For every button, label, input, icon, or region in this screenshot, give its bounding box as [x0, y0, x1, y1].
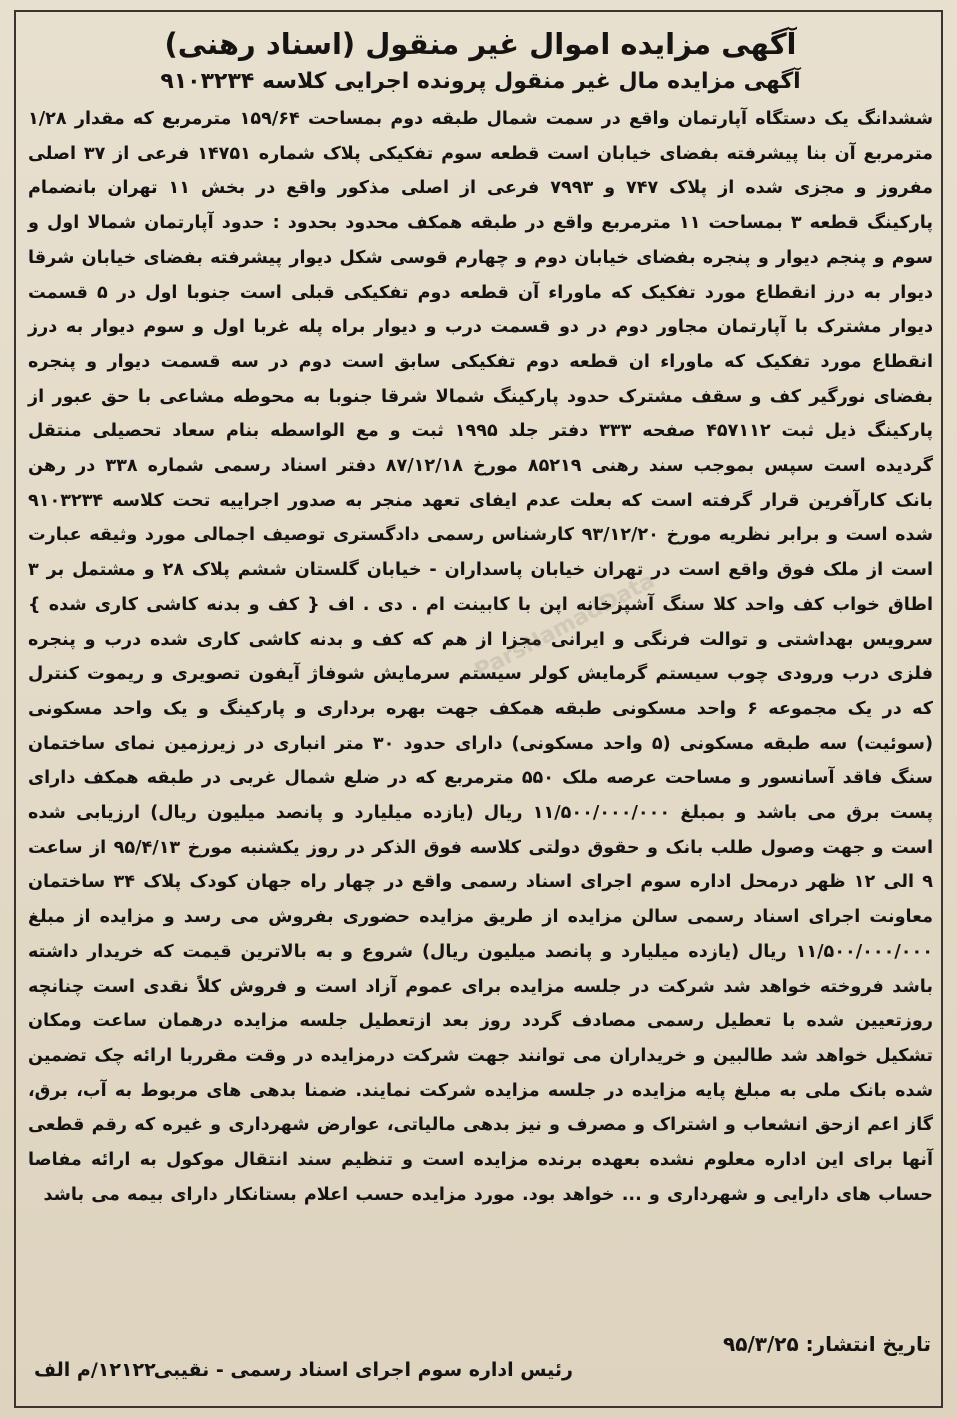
watermark: ParsNamadData: [470, 568, 659, 685]
reference-number: ۱۲۱۲۲/م الف: [34, 1359, 156, 1381]
publication-date: تاریخ انتشار: ۹۵/۳/۲۵: [723, 1332, 931, 1356]
notice-subtitle: آگهی مزایده مال غیر منقول پرونده اجرایی کلاسه ۹۱۰۳۲۳۴: [160, 69, 801, 94]
notice-body: ششدانگ یک دستگاه آپارتمان واقع در سمت شمال طبقه دوم بمساحت ۱۵۹/۶۴ مترمربع که مقدار ۱/۲۸ مترمربع آن بنا پیشرفته بفضای خیابان است قطعه سوم تفکیکی پلاک شماره ۱۴۷۵۱ فرعی از ۳۷ اصلی مفروز و مجزی شده از پلاک ۷۴۷ و ۷۹۹۳ فرعی از اصلی مذکور واقع در بخش ۱۱ تهران بانضمام پارکینگ قطعه ۳ بمساحت ۱۱ مترمربع واقع در طبقه همکف محدود بحدود : حدود آپارتمان شمالا اول و سوم و پنجم دیوار و پنجره بفضای خیابان دوم و چهارم قوسی شکل دیوار پیشرفته بفضای خیابان شرقا دیوار به درز انقطاع مورد تفکیک که ماوراء آن قطعه دوم تفکیکی قبلی است جنوبا اول در ۵ قسمت دیوار مشترک با آپارتمان مجاور دوم در دو قسمت درب و دیوار براه پله غربا اول و سوم دیوار به درز انقطاع مورد تفکیک که ماوراء ان قطعه دوم تفکیکی سابق است دوم در سه قسمت دیوار و پنجره بفضای نورگیر کف و سقف مشترک حدود پارکینگ شمالا شرقا جنوبا به محوطه مشاعی با حق عبور از پارکینگ ذیل ثبت ۴۵۷۱۱۲ صفحه ۳۳۳ دفتر جلد ۱۹۹۵ ثبت و مع الواسطه بنام سعاد تحصیلی منتقل گردیده است سپس بموجب سند رهنی ۸۵۲۱۹ مورخ ۸۷/۱۲/۱۸ دفتر اسناد رسمی شماره ۳۳۸ در رهن بانک کارآفرین قرار گرفته است که بعلت عدم ایفای تعهد منجر به صدور اجراییه تحت کلاسه ۹۱۰۳۲۳۴ شده است و برابر نظریه مورخ ۹۳/۱۲/۲۰ کارشناس رسمی دادگستری توصیف اجمالی مورد وثیقه عبارت است از ملک فوق واقع است در تهران خیابان پاسداران - خیابان گلستان ششم پلاک ۲۸ و مشتمل بر ۳ اطاق خواب کف واحد کلا سنگ آشپزخانه اپن با کابینت ام . دی . اف { کف و بدنه کاشی کاری شده } سرویس بهداشتی و توالت فرنگی و ایرانی مجزا از هم که کف و بدنه کاشی کاری شده درب و پنجره فلزی درب ورودی چوب سیستم گرمایش کولر سیستم سرمایش شوفاژ آیفون تصویری و ریموت کنترل که در یک مجموعه ۶ واحد مسکونی طبقه همکف جهت بهره برداری و پارکینگ و یک واحد مسکونی (سوئیت) سه طبقه مسکونی (۵ واحد مسکونی) دارای حدود ۳۰ متر انباری در زیرزمین نمای ساختمان سنگ فاقد آسانسور و مساحت عرصه ملک ۵۵۰ مترمربع که در ضلع شمال غربی در طبقه همکف دارای پست برق می باشد و بمبلغ ۱۱/۵۰۰/۰۰۰/۰۰۰ ریال (یازده میلیارد و پانصد میلیون ریال) ارزیابی شده است و جهت وصول طلب بانک و حقوق دولتی کلاسه فوق الذکر در روز یکشنبه مورخ ۹۵/۴/۱۳ از ساعت ۹ الی ۱۲ ظهر درمحل اداره سوم اجرای اسناد رسمی واقع در چهار راه جهان کودک پلاک ۳۴ ساختمان معاونت اجرای اسناد رسمی سالن مزایده از طریق مزایده حضوری بفروش می رسد و مزایده از مبلغ ۱۱/۵۰۰/۰۰۰/۰۰۰ ریال (یازده میلیارد و پانصد میلیون ریال) شروع و به بالاترین قیمت که خریدار داشته باشد فروخته خواهد شد شرکت در جلسه مزایده برای عموم آزاد است و فروش کلاً نقدی است چنانچه روزتعیین شده با تعطیل رسمی مصادف گردد روز بعد ازتعطیل جلسه مزایده درهمان ساعت ومکان تشکیل خواهد شد طالبین و خریداران می توانند جهت شرکت درمزایده در وقت مقرربا ارائه چک تضمین شده بانک ملی به مبلغ پایه مزایده در جلسه مزایده شرکت نمایند. ضمنا بدهی های مربوط به آب، برق، گاز اعم ازحق انشعاب و اشتراک و مصرف و نیز بدهی مالیاتی، عوارض شهرداری و غیره که رقم قطعی آنها برای این اداره معلوم نشده بعهده برنده مزایده است و تنظیم سند انتقال موکول به ارائه مفاصا حساب های دارایی و شهرداری و ... خواهد بود. مورد مزایده حسب اعلام بستانکار دارای بیمه می باشد: [28, 109, 934, 1205]
notice-content: [28, 20, 933, 1213]
notice-footer: [24, 1356, 933, 1386]
signer-name: رئیس اداره سوم اجرای اسناد رسمی - نقیبی: [153, 1359, 573, 1381]
notice-title: آگهی مزایده اموال غیر منقول (اسناد رهنی): [164, 27, 797, 61]
